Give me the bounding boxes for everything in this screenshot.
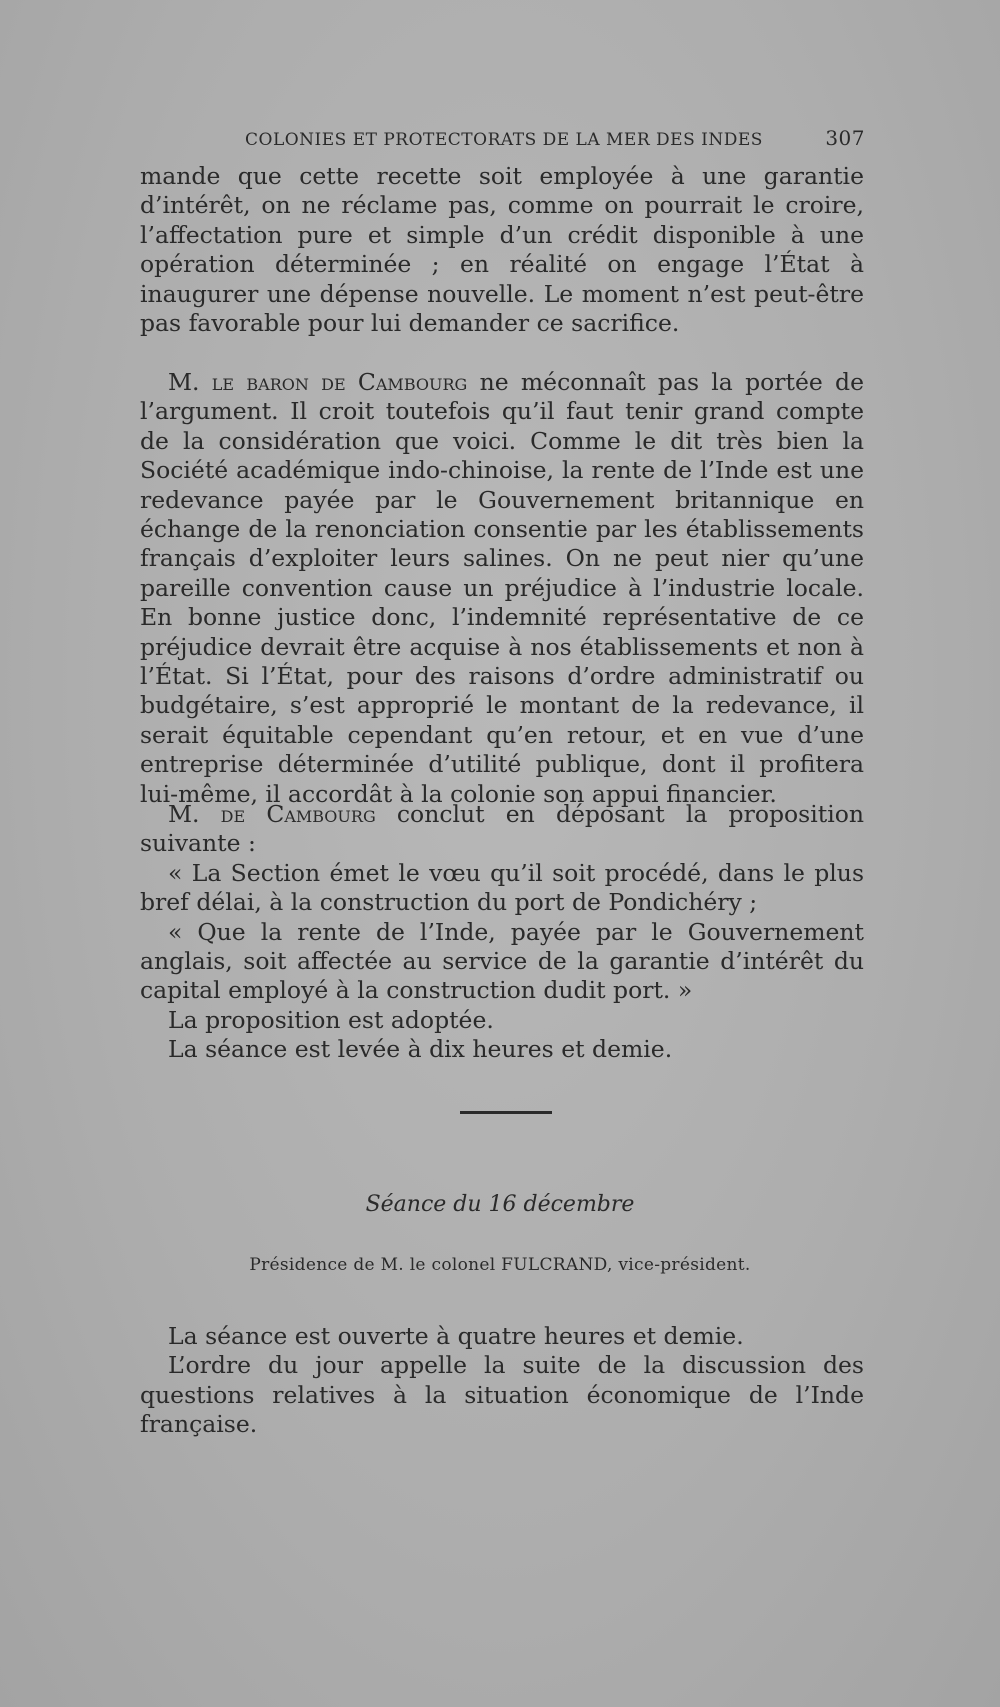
paragraph-text [140, 800, 864, 859]
paragraph-cambourg-argument [140, 368, 864, 809]
speaker-text: conclut en déposant la proposition suivante : [140, 800, 864, 858]
section-divider [460, 1111, 552, 1114]
speaker-name: M. le baron de Cambourg [168, 368, 468, 396]
proposal-quote-1: « La Section émet le vœu qu’il soit procédé, dans le plus bref délai, à la construction du port de Pondichéry ; [140, 858, 864, 917]
paragraph-continuation [140, 162, 864, 338]
presidency-line: Présidence de M. le colonel FULCRAND, vice-président. [249, 1255, 751, 1275]
new-session-block [140, 1322, 864, 1440]
paragraph-text [140, 368, 864, 809]
adoption-line: La proposition est adoptée. [168, 1005, 494, 1034]
closing-line: La séance est levée à dix heures et demie. [168, 1035, 673, 1064]
proposal-block [140, 800, 864, 1065]
agenda-paragraph: L’ordre du jour appelle la suite de la discussion des questions relatives à la situation économique de l’Inde française. [140, 1351, 864, 1439]
session-title: Séance du 16 décembre [365, 1192, 635, 1217]
paragraph-text: mande que cette recette soit employée à une garantie d’intérêt, on ne réclame pas, comme on pourrait le croire, l’affectation pure et simple d’un crédit disponible à une opération déterminée ; en réalité on engage l’État à inaugurer une dépense nouvelle. Le moment n’est peut-être pas favorable pour lui demander ce sacrifice. [140, 162, 864, 338]
opening-line: La séance est ouverte à quatre heures et demie. [168, 1322, 744, 1350]
proposal-quote-2: « Que la rente de l’Inde, payée par le Gouvernement anglais, soit affectée au service de la garantie d’intérêt du capital employé à la construction dudit port. » [140, 917, 864, 1005]
speaker-text: ne méconnaît pas la portée de l’argument. Il croit toutefois qu’il faut tenir grand compte de la considération que voici. Comme le dit très bien la Société académique indo-chinoise, la rente de l’Inde est une redevance payée par le Gouvernement britannique en échange de la renonciation consentie par les établissements français d’exploiter leurs salines. On ne peut nier qu’une pareille convention cause un préjudice à l’industrie locale. En bonne justice donc, l’indemnité représentative de ce préjudice devrait être acquise à nos établissements et non à l’État. Si l’État, pour des raisons d’ordre administratif ou budgétaire, s’est approprié le montant de la redevance, il serait équitable cependant qu’en retour, et en vue d’une entreprise déterminée d’utilité publique, dont il profitera lui-même, il accordât à la colonie son appui financier. [140, 368, 864, 808]
speaker-name: M. de Cambourg [168, 800, 376, 828]
page-header [140, 126, 865, 156]
page-number: 307 [825, 126, 865, 150]
running-title: COLONIES ET PROTECTORATS DE LA MER DES INDES [245, 130, 763, 150]
